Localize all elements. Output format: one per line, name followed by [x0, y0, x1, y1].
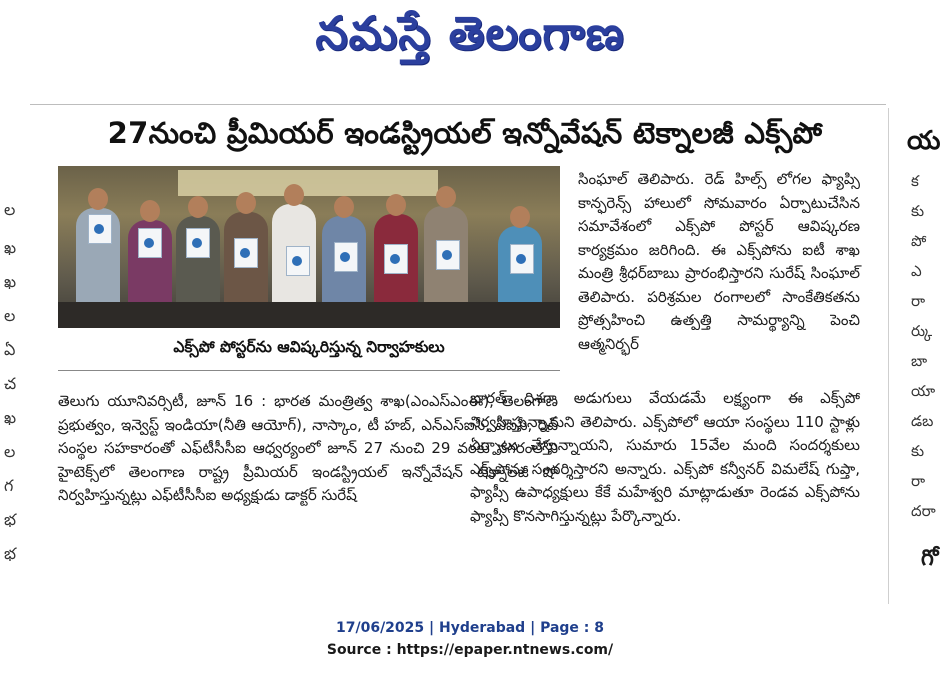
article-paragraph: భారత్ దిశగా అడుగులు వేయడమే లక్ష్యంగా ఈ ఎక్స్‌పో నిర్వహిస్తున్నామని తెలిపారు. ఎక్స్‌పోలో ఆయా సంస్థలు 110 స్టాళ్లు ఏర్పాటు చేస్తున్నాయని, సుమారు 15వేల మంది సందర్శకులు ఎక్స్‌పోను సందర్శిస్తారని అన్నారు. ఎక్స్‌పో కన్వీనర్ విమలేష్ గుప్తా, ఫ్యాప్సీ ఉపాధ్యక్షులు కేకే మహేశ్వరి మాట్లాడుతూ రెండవ ఎక్స్‌పోను ఫ్యాప్సీ కొనసాగిస్తున్నట్లు పేర్కొన్నారు.	[470, 389, 860, 525]
footer-date-line: 17/06/2025 | Hyderabad | Page : 8	[335, 620, 605, 636]
adjacent-article-left: ల ఖ ఖ ల ఏ చ ఖ ల గ భ భ	[4, 200, 17, 563]
photo-table	[58, 302, 560, 328]
photo-backdrop-banner	[178, 170, 438, 196]
article-paragraph: సింఘాల్ తెలిపారు. రెడ్ హిల్స్ లోగల ఫ్యాప్సి కాన్ఫరెన్స్ హాలులో సోమవారం ఏర్పాటుచేసిన సమావేశంలో ఎక్స్‌పో పోస్టర్ ఆవిష్కరణ కార్యక్రమం జరిగింది. ఈ ఎక్స్‌పోను ఐటీ శాఖ మంత్రి శ్రీధర్‌బాబు ప్రారంభిస్తారని సురేష్ సింఘాల్ తెలిపారు. పరిశ్రమల రంగాలలో సాంకేతికతను ప్రోత్సహించి ఉత్పత్తి సామర్థ్యాన్ని పెంచి ఆత్మనిర్భర్	[578, 170, 860, 353]
masthead-title: నమస్తే తెలంగాణ	[315, 6, 625, 60]
article-paragraph: తెలుగు యూనివర్సిటీ, జూన్ 16 : భారత మంత్రిత్వ శాఖ(ఎంఎస్‌ఎంఈ), తెలంగాణ ప్రభుత్వం, ఇన్వెస్ట్ ఇండియా(నీతి ఆయోగ్), నాస్కాం, టీ హబ్, ఎన్‌ఎస్‌ఐసీ, ఏఐసీ, రిచ్ సంస్థల సహకారంతో ఎఫ్‌టీసీసీఐ ఆధ్వర్యంలో జూన్ 27 నుంచి 29 వరకు నగరంలోని హైటెక్స్‌లో తెలంగాణ రాష్ట్ర ప్రీమియర్ ఇండస్ట్రియల్ ఇన్నోవేషన్ టెక్నాలజీ షో నిర్వహిస్తున్నట్లు ఎఫ్‌టీసీసీఐ అధ్యక్షుడు డాక్టర్ సురేష్	[58, 392, 558, 504]
masthead	[0, 0, 940, 78]
photo-caption: ఎక్స్‌పో పోస్టర్‌ను ఆవిష్కరిస్తున్న నిర్వాహకులు	[173, 338, 445, 356]
caption-divider	[58, 370, 560, 371]
footer-source-link[interactable]: Source : https://epaper.ntnews.com/	[326, 642, 614, 658]
article-body-right-column	[578, 168, 860, 356]
article-headline: 27నుంచి ప్రీమియర్ ఇండస్ట్రియల్ ఇన్నోవేషన్ టెక్నాలజీ ఎక్స్‌పో	[107, 116, 823, 150]
group-photo-image	[58, 166, 560, 328]
article-body-right-column-continued	[470, 387, 860, 528]
adjacent-article-right: య క కు పో ఎ రా ర్కు బా యా డబ కు రా దరా గో	[888, 108, 940, 604]
